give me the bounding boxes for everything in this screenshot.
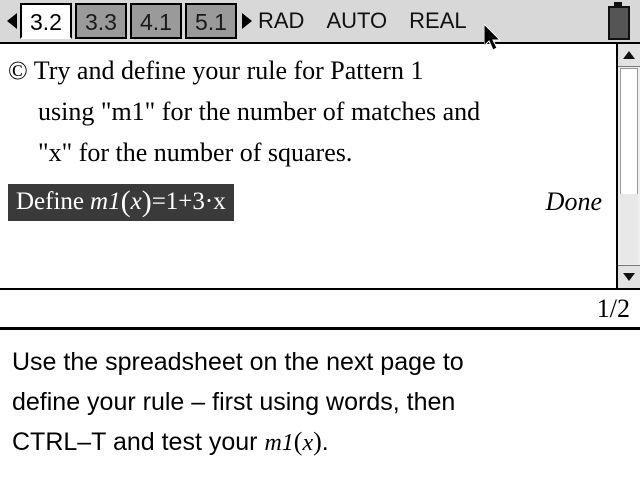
note-open-paren: ( <box>293 427 303 456</box>
page-indicator: 1/2 <box>596 293 630 323</box>
scroll-up-icon[interactable] <box>618 44 640 67</box>
selected-expression[interactable] <box>8 184 234 221</box>
open-paren: ( <box>120 184 131 218</box>
mode-calculation: AUTO <box>326 8 388 33</box>
function-argument: x <box>130 187 142 215</box>
note-line-3 <box>12 422 628 463</box>
calculator-history[interactable] <box>0 44 616 288</box>
tab-5-1[interactable]: 5.1 <box>185 3 237 39</box>
scroll-down-icon[interactable] <box>618 265 640 288</box>
tab-3-3[interactable]: 3.3 <box>75 3 127 39</box>
mode-angle: RAD <box>258 8 305 33</box>
prompt-line-3: "x" for the number of squares. <box>38 138 353 167</box>
triangle-right-icon[interactable] <box>240 1 254 41</box>
triangle-left-icon[interactable] <box>4 1 20 41</box>
scrollbar-track[interactable] <box>620 194 638 264</box>
page-indicator-bar <box>0 290 640 330</box>
function-name: m1 <box>90 187 121 215</box>
note-close-paren: ) <box>313 427 322 456</box>
note-line-3-text: CTRL–T and test your <box>12 428 265 456</box>
calculator-app-pane[interactable] <box>0 44 640 290</box>
note-line-1: Use the spreadsheet on the next page to <box>12 348 464 376</box>
prompt-line-2: using "m1" for the number of matches and <box>38 97 481 126</box>
calculator-entry-row[interactable] <box>8 181 608 223</box>
define-keyword: Define <box>16 187 85 215</box>
note-line-2: define your rule – first using words, then <box>12 388 456 416</box>
mode-number-format: REAL <box>409 8 467 33</box>
status-modes <box>258 8 467 34</box>
tab-4-1[interactable]: 4.1 <box>130 3 182 39</box>
status-bar <box>0 0 640 44</box>
calculator-scrollbar[interactable] <box>616 44 640 288</box>
battery-icon <box>608 6 630 40</box>
expression-body: =1+3·x <box>151 187 226 215</box>
note-math-argument: x <box>302 430 314 456</box>
scrollbar-thumb[interactable] <box>620 68 638 196</box>
close-paren: ) <box>141 184 152 218</box>
note-math-function: m1 <box>264 430 294 456</box>
prompt-line-1: © Try and define your rule for Pattern 1 <box>8 56 424 85</box>
tab-3-2[interactable]: 3.2 <box>20 3 72 39</box>
note-line-3-tail: . <box>321 428 329 456</box>
calculation-result: Done <box>545 187 602 216</box>
notes-pane[interactable] <box>0 330 640 475</box>
